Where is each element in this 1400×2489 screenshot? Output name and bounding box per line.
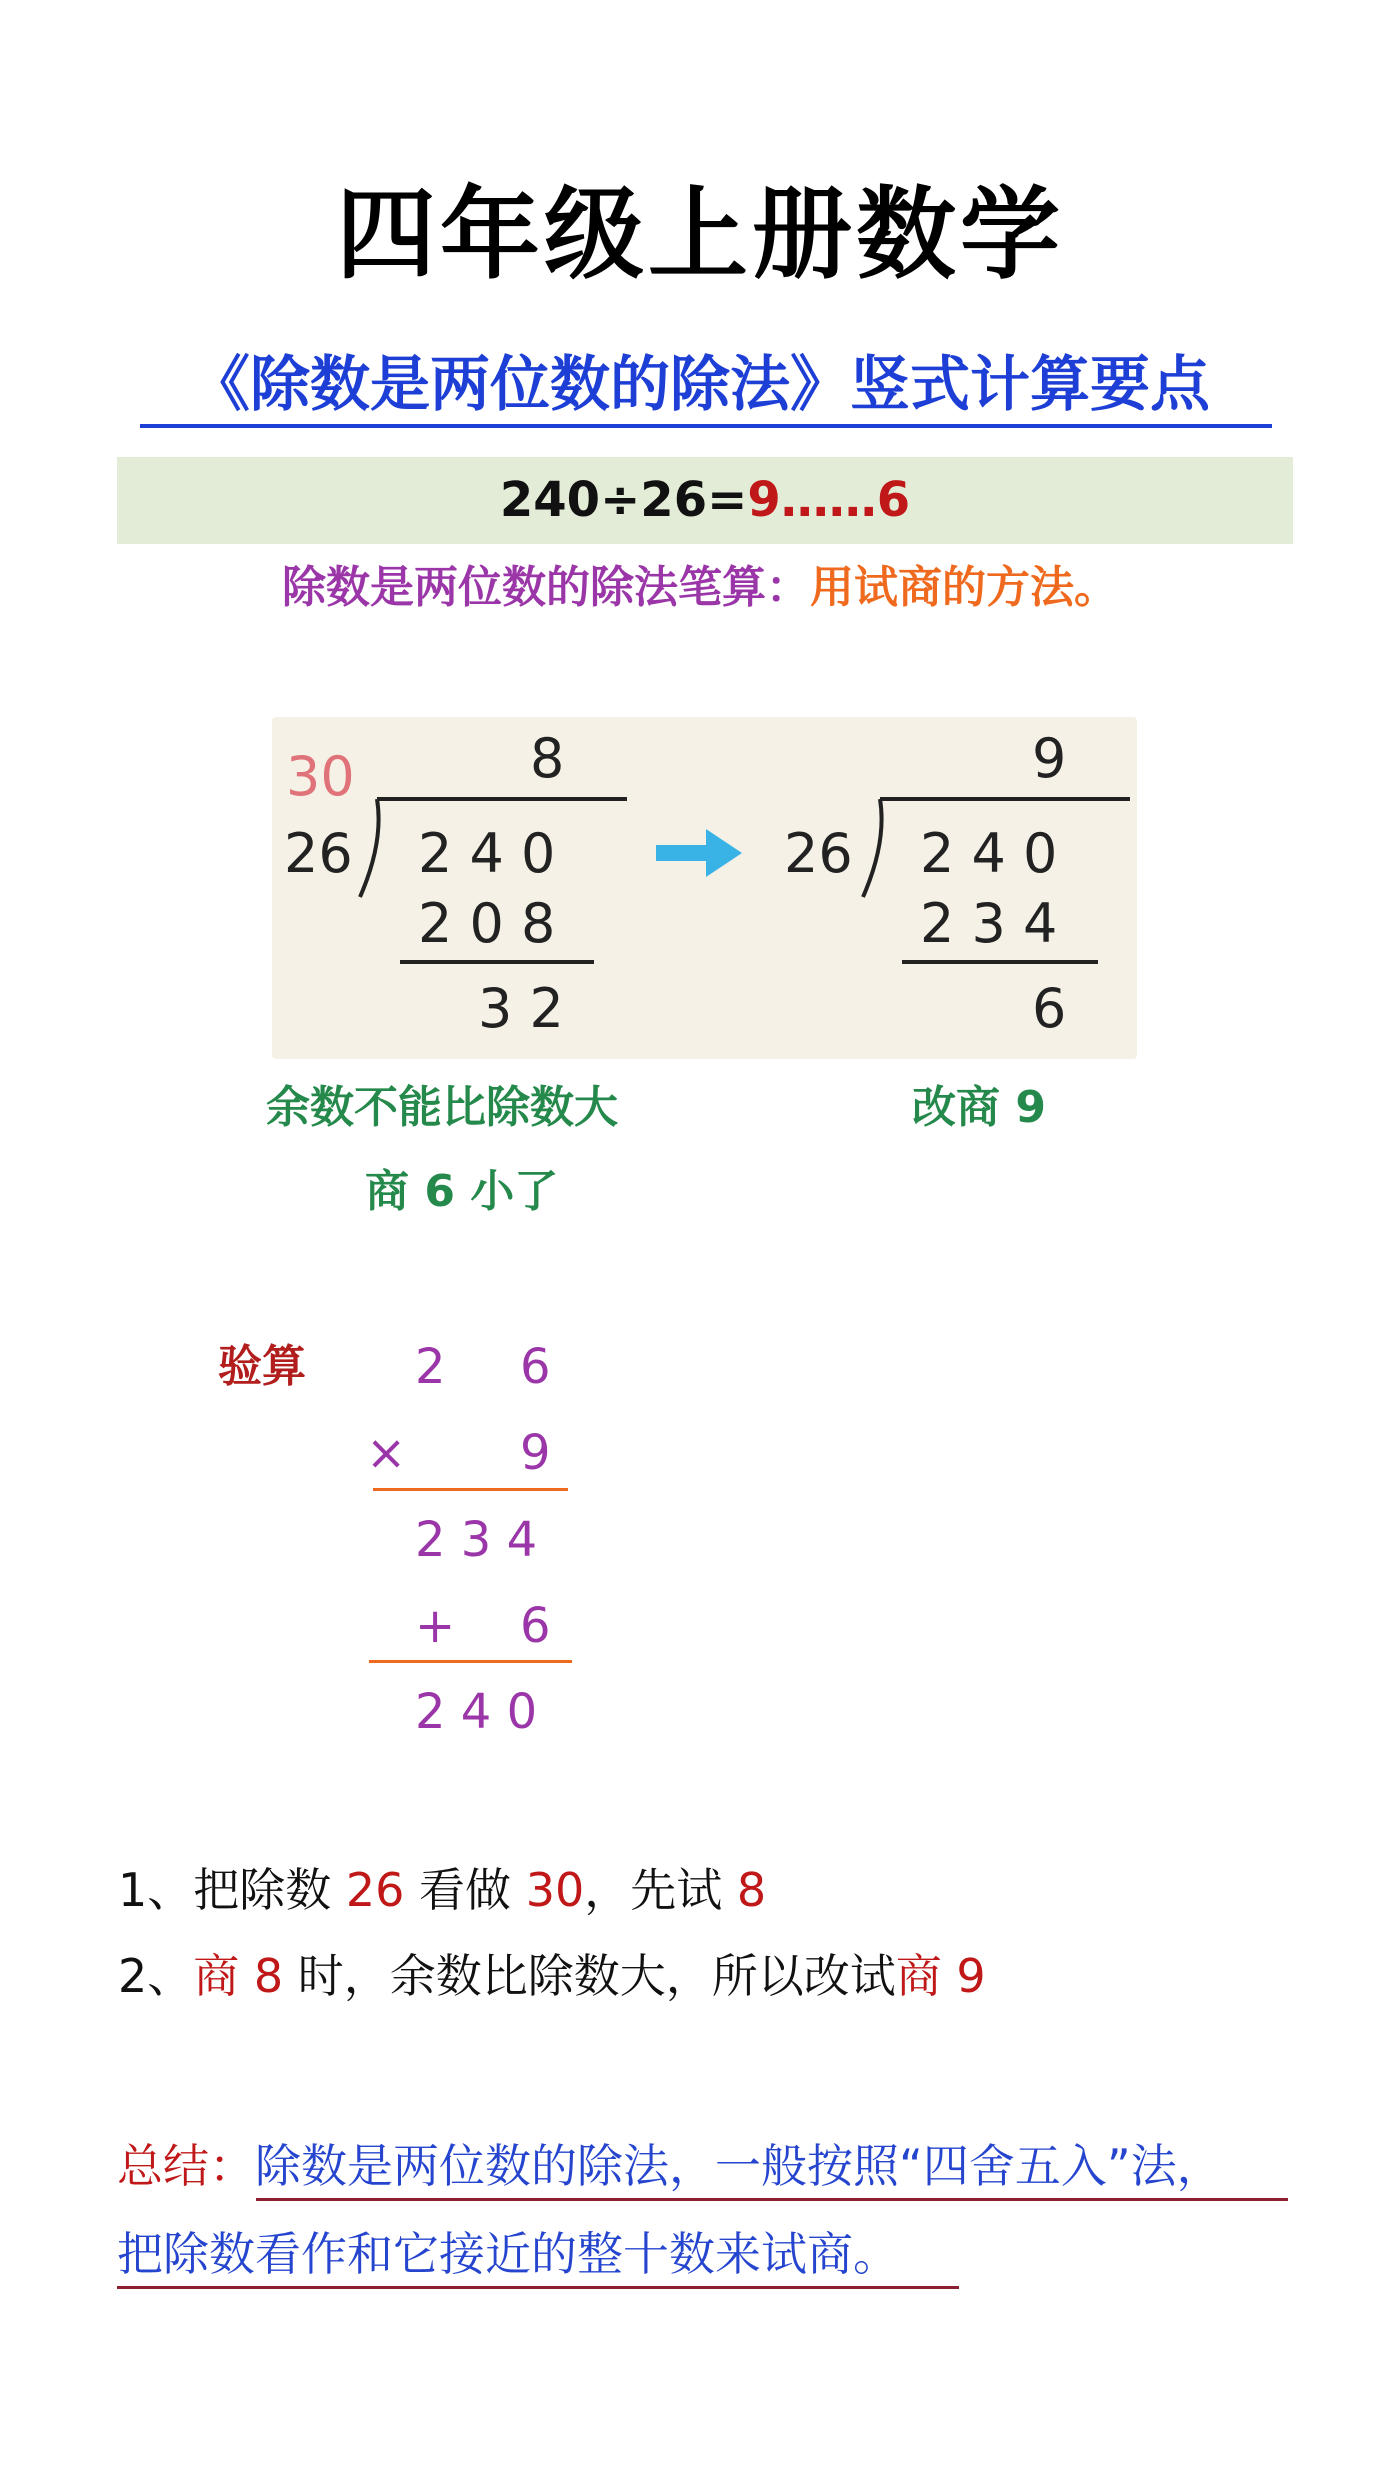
second-remainder: 6 — [1032, 977, 1067, 1040]
equation-expression: 240÷26= — [499, 472, 748, 528]
summary-line-1 — [117, 2134, 1223, 2198]
add-line — [369, 1660, 572, 1663]
equation-dots: …… — [780, 472, 877, 528]
first-divisor: 26 — [284, 822, 353, 885]
method-label: 除数是两位数的除法笔算： — [282, 562, 810, 613]
step-2-red1: 商 8 — [193, 1949, 284, 2003]
caption-left-line2: 商 6 小了 — [365, 1166, 559, 1217]
second-division-bracket — [863, 799, 882, 897]
second-quotient: 9 — [1032, 727, 1067, 790]
long-division-figure — [272, 717, 1137, 1059]
estimate-number: 30 — [286, 745, 355, 808]
caption-left-line1: 余数不能比除数大 — [266, 1082, 618, 1133]
verification-product: 2 3 4 — [415, 1512, 538, 1568]
multiply-line — [373, 1488, 568, 1491]
step-1 — [118, 1860, 766, 1920]
times-sign: × — [366, 1425, 407, 1481]
second-product: 2 3 4 — [920, 892, 1058, 955]
method-value: 用试商的方法。 — [810, 562, 1118, 613]
verification-sum: 2 4 0 — [415, 1684, 538, 1740]
verification-multiplicand-ones: 6 — [520, 1339, 551, 1395]
summary-underline-1 — [256, 2198, 1288, 2201]
summary-label: 总结： — [117, 2139, 255, 2193]
page-subtitle: 《除数是两位数的除法》竖式计算要点 — [190, 350, 1210, 420]
second-dividend: 2 4 0 — [920, 822, 1058, 885]
equation-remainder: 6 — [876, 472, 911, 528]
verification-addend: 6 — [520, 1598, 551, 1654]
first-dividend: 2 4 0 — [418, 822, 556, 885]
step-1-mid2: ，先试 — [584, 1863, 737, 1917]
step-1-prefix: 1、把除数 — [118, 1863, 346, 1917]
equation-band — [117, 457, 1293, 544]
summary-text-1: 除数是两位数的除法，一般按照“四舍五入”法， — [255, 2139, 1223, 2193]
arrow-right-icon — [656, 829, 742, 877]
verification-multiplicand-tens: 2 — [415, 1339, 446, 1395]
step-2-mid: 时，余数比除数大，所以改试 — [283, 1949, 896, 2003]
method-line — [0, 555, 1400, 621]
step-2-prefix: 2、 — [118, 1949, 194, 2003]
first-quotient: 8 — [530, 727, 565, 790]
step-1-round: 30 — [525, 1863, 585, 1917]
caption-right: 改商 9 — [912, 1082, 1046, 1133]
summary-underline-2 — [117, 2286, 959, 2289]
first-product: 2 0 8 — [418, 892, 556, 955]
first-remainder: 3 2 — [478, 977, 564, 1040]
step-1-try: 8 — [736, 1863, 767, 1917]
page-title: 四年级上册数学 — [336, 176, 1064, 293]
step-2 — [118, 1946, 986, 2006]
verification-label: 验算 — [218, 1341, 306, 1392]
verification-multiplier: 9 — [520, 1425, 551, 1481]
plus-sign: + — [415, 1598, 456, 1654]
step-2-red2: 商 9 — [895, 1949, 986, 2003]
equation-quotient: 9 — [747, 472, 781, 528]
step-1-divisor: 26 — [345, 1863, 405, 1917]
long-division-svg — [272, 717, 1137, 1059]
step-1-mid: 看做 — [404, 1863, 526, 1917]
second-divisor: 26 — [784, 822, 853, 885]
first-division-bracket — [360, 799, 379, 897]
summary-text-2: 把除数看作和它接近的整十数来试商。 — [117, 2227, 899, 2281]
subtitle-underline — [140, 424, 1272, 428]
